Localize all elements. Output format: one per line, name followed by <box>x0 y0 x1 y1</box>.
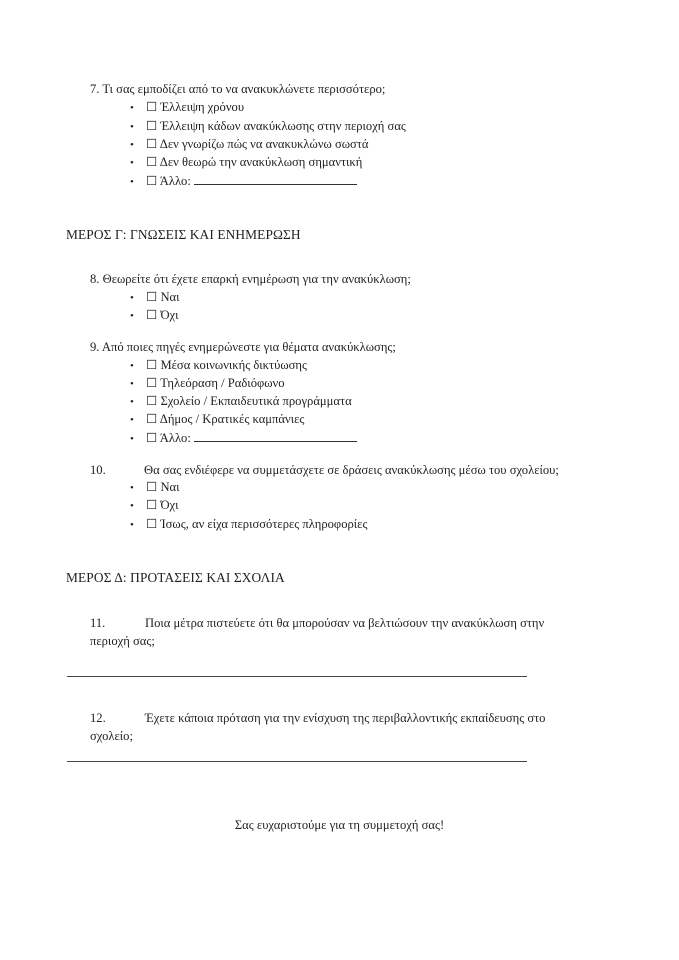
question-11 <box>90 614 544 632</box>
other-fill-line[interactable] <box>194 429 357 442</box>
q7-option-lack-of-time[interactable] <box>130 98 244 117</box>
option-label: ☐ Ίσως, αν είχα περισσότερες πληροφορίες <box>146 517 368 531</box>
question-text-line1: Έχετε κάποια πρόταση για την ενίσχυση της περιβαλλοντικής εκπαίδευσης στο <box>145 711 546 725</box>
option-label: ☐ Σχολείο / Εκπαιδευτικά προγράμματα <box>146 394 352 408</box>
q10-option-no[interactable] <box>130 496 179 515</box>
q9-option-social-media[interactable] <box>130 356 307 375</box>
thank-you-note: Σας ευχαριστούμε για τη συμμετοχή σας! <box>234 818 445 832</box>
bullet: • <box>130 121 134 133</box>
bullet: • <box>130 519 134 531</box>
q11-answer-line[interactable] <box>67 676 527 677</box>
option-label: ☐ Άλλο: <box>146 431 191 445</box>
question-8: 8. Θεωρείτε ότι έχετε επαρκή ενημέρωση για την ανακύκλωση; <box>90 272 411 286</box>
q10-option-yes[interactable] <box>130 478 180 497</box>
section-gamma-heading: ΜΕΡΟΣ Γ: ΓΝΩΣΕΙΣ ΚΑΙ ΕΝΗΜΕΡΩΣΗ <box>66 227 301 242</box>
question-11-continuation: περιοχή σας; <box>90 634 155 648</box>
bullet: • <box>130 396 134 408</box>
bullet: • <box>130 482 134 494</box>
bullet: • <box>130 360 134 372</box>
q7-option-not-important[interactable] <box>130 153 362 172</box>
bullet: • <box>130 378 134 390</box>
option-label: ☐ Όχι <box>146 498 179 512</box>
question-text: Θα σας ενδιέφερε να συμμετάσχετε σε δράσεις ανακύκλωσης μέσω του σχολείου; <box>144 463 559 477</box>
option-label: ☐ Έλλειψη χρόνου <box>146 100 245 114</box>
q12-answer-line[interactable] <box>67 761 527 762</box>
option-label: ☐ Όχι <box>146 308 179 322</box>
bullet: • <box>130 500 134 512</box>
bullet: • <box>130 102 134 114</box>
q7-option-lack-of-bins[interactable] <box>130 117 406 136</box>
option-label: ☐ Ναι <box>146 290 180 304</box>
other-fill-line[interactable] <box>194 172 357 185</box>
q8-option-no[interactable] <box>130 306 179 325</box>
question-text-line1: Ποια μέτρα πιστεύετε ότι θα μπορούσαν να βελτιώσουν την ανακύκλωση στην <box>145 616 545 630</box>
option-label: ☐ Τηλεόραση / Ραδιόφωνο <box>146 376 285 390</box>
option-label: ☐ Δεν θεωρώ την ανακύκλωση σημαντική <box>146 155 363 169</box>
question-number: 11. <box>90 616 106 630</box>
bullet: • <box>130 414 134 426</box>
question-9: 9. Από ποιες πηγές ενημερώνεστε για θέματα ανακύκλωσης; <box>90 340 396 354</box>
option-label: ☐ Μέσα κοινωνικής δικτύωσης <box>146 358 307 372</box>
q10-option-maybe[interactable] <box>130 515 367 534</box>
bullet: • <box>130 292 134 304</box>
option-label: ☐ Ναι <box>146 480 180 494</box>
bullet: • <box>130 310 134 322</box>
q8-option-yes[interactable] <box>130 288 180 307</box>
q9-option-other[interactable] <box>130 429 357 448</box>
q7-option-dont-know-how[interactable] <box>130 135 369 154</box>
q9-option-municipality[interactable] <box>130 410 304 429</box>
question-7: 7. Τι σας εμποδίζει από το να ανακυκλώνετε περισσότερο; <box>90 82 386 96</box>
option-label: ☐ Δήμος / Κρατικές καμπάνιες <box>146 412 305 426</box>
q7-option-other[interactable] <box>130 172 357 191</box>
option-label: ☐ Άλλο: <box>146 174 191 188</box>
question-number: 12. <box>90 711 106 725</box>
option-label: ☐ Δεν γνωρίζω πώς να ανακυκλώνω σωστά <box>146 137 369 151</box>
bullet: • <box>130 157 134 169</box>
question-12-continuation: σχολείο; <box>90 729 133 743</box>
bullet: • <box>130 433 134 445</box>
bullet: • <box>130 176 134 188</box>
q9-option-school[interactable] <box>130 392 352 411</box>
option-label: ☐ Έλλειψη κάδων ανακύκλωσης στην περιοχή σας <box>146 119 406 133</box>
section-delta-heading: ΜΕΡΟΣ Δ: ΠΡΟΤΑΣΕΙΣ ΚΑΙ ΣΧΟΛΙΑ <box>66 570 285 585</box>
bullet: • <box>130 139 134 151</box>
question-12 <box>90 709 545 727</box>
question-10 <box>90 461 559 479</box>
q9-option-tv-radio[interactable] <box>130 374 285 393</box>
question-number: 10. <box>90 463 106 477</box>
